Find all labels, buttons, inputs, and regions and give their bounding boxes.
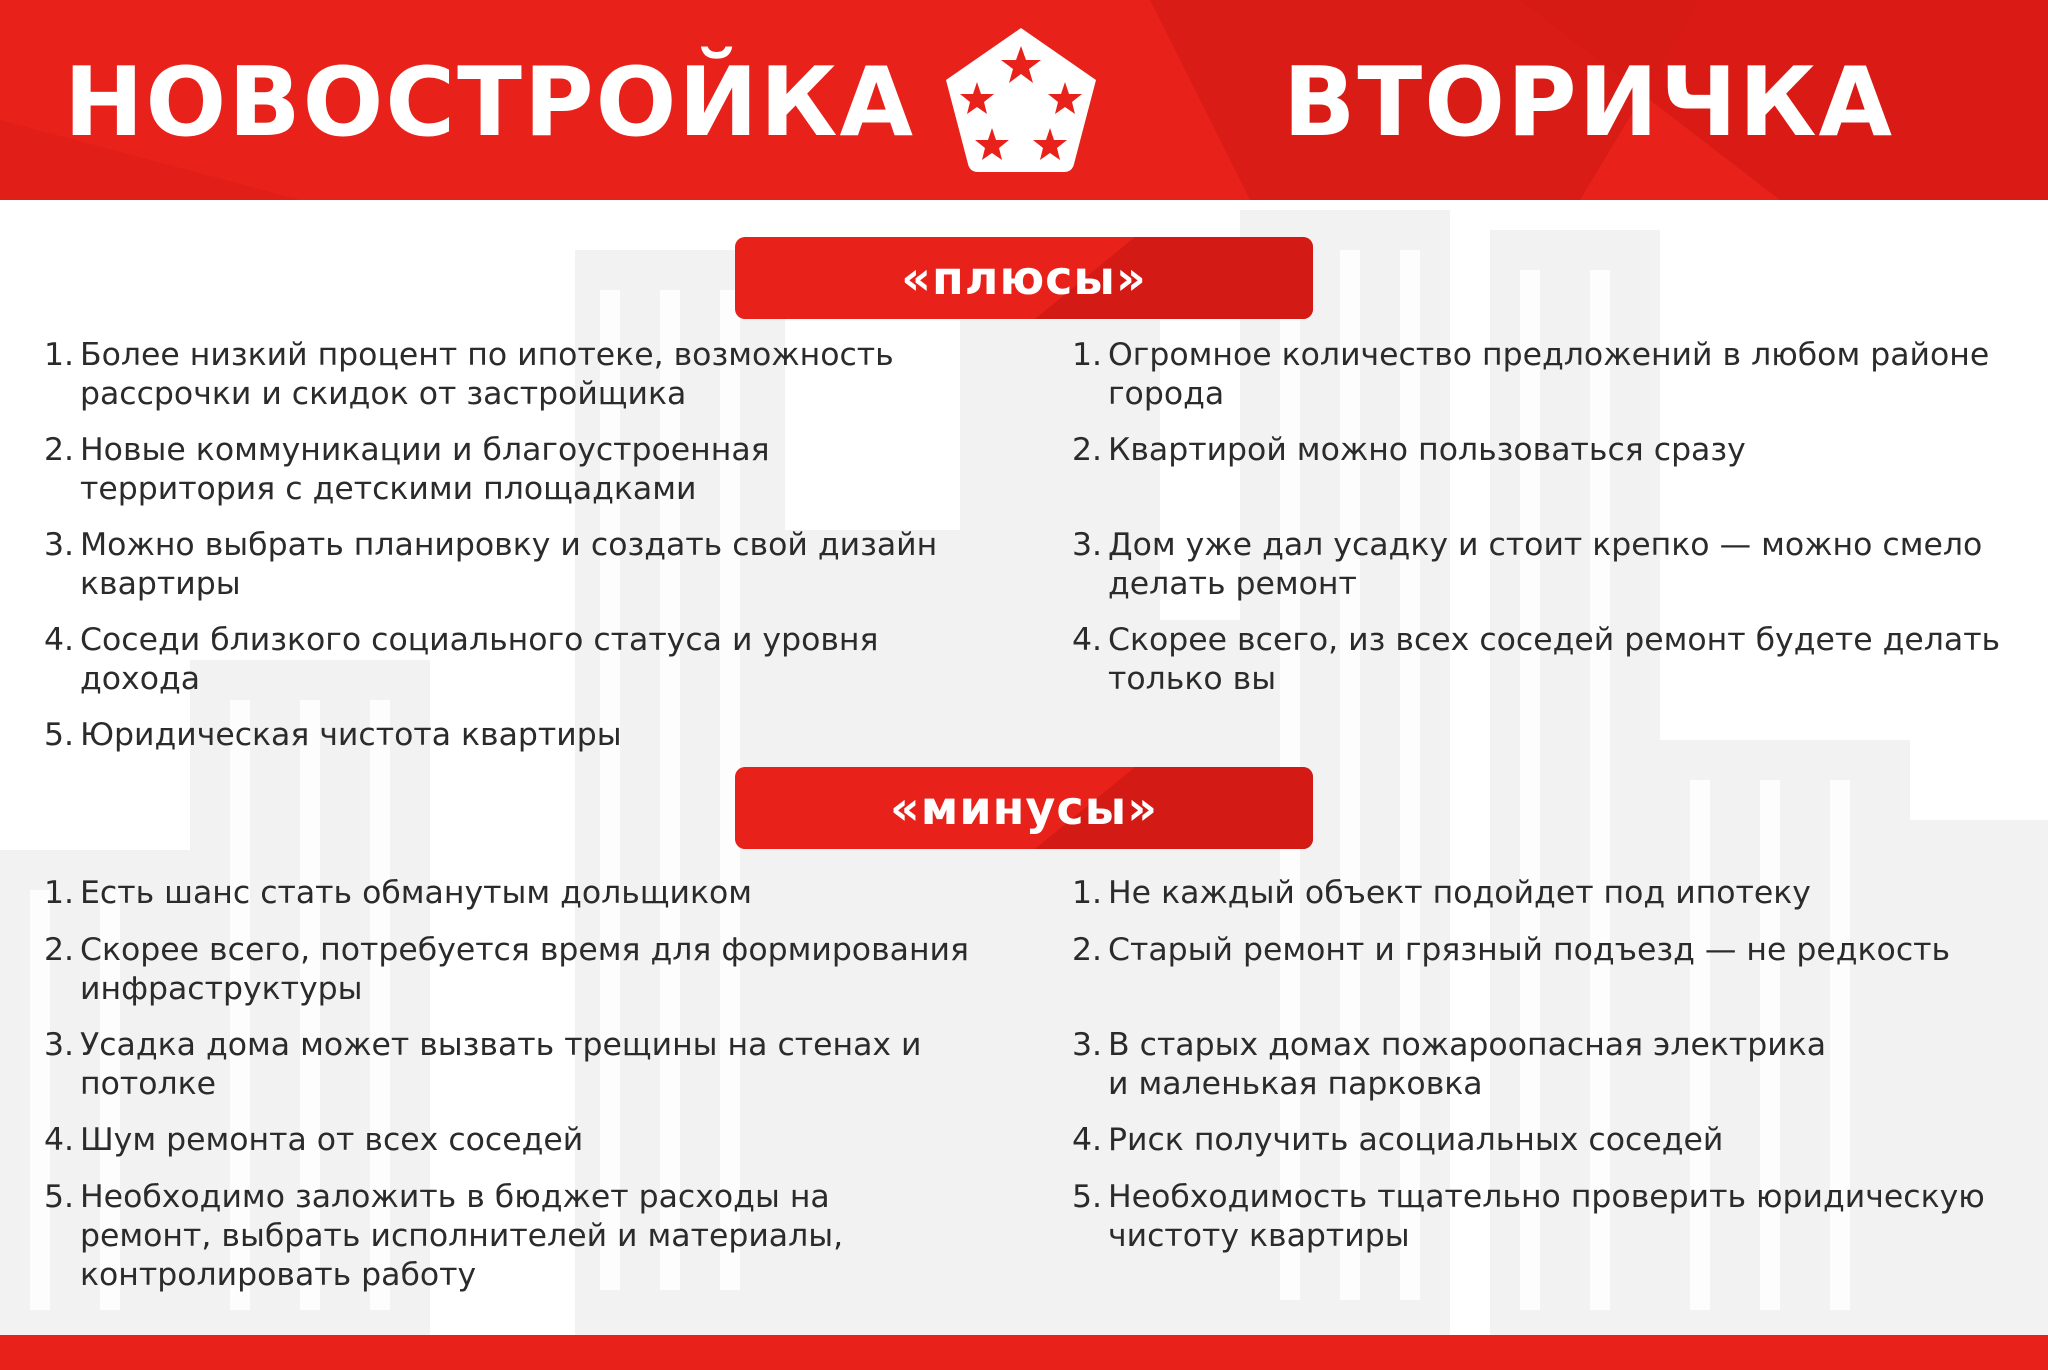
item-number: 2.	[43, 432, 74, 468]
list-item	[1064, 336, 1989, 414]
pentagon-stars-icon	[940, 24, 1102, 176]
resale-pros-list	[1064, 336, 2034, 697]
item-number: 1.	[1071, 875, 1102, 911]
item-line: Старый ремонт и грязный подъезд — не редкость	[1108, 932, 1951, 968]
item-line: рассрочки и скидок от застройщика	[80, 376, 687, 412]
item-line: Можно выбрать планировку и создать свой дизайн	[80, 527, 938, 563]
list-item	[36, 874, 752, 913]
list-item	[36, 1178, 843, 1295]
new-build-title: НОВОСТРОЙКА	[64, 48, 916, 158]
item-line: Юридическая чистота квартиры	[80, 717, 622, 753]
item-line: Риск получить асоциальных соседей	[1108, 1122, 1724, 1158]
item-line: Дом уже дал усадку и стоит крепко — можно смело	[1108, 527, 1983, 563]
list-item	[36, 1026, 922, 1104]
list-item	[1064, 931, 1950, 970]
item-line: контролировать работу	[80, 1257, 477, 1293]
item-line: Усадка дома может вызвать трещины на стенах и	[80, 1027, 922, 1063]
item-line: Есть шанс стать обманутым дольщиком	[80, 875, 753, 911]
item-number: 2.	[1071, 932, 1102, 968]
list-item	[1064, 431, 1746, 470]
item-number: 1.	[1071, 337, 1102, 373]
list-item	[36, 336, 894, 414]
resale-title: ВТОРИЧКА	[1283, 48, 1895, 158]
item-line: города	[1108, 376, 1225, 412]
header-banner	[0, 0, 2048, 200]
item-number: 5.	[43, 717, 74, 753]
item-number: 4.	[1071, 622, 1102, 658]
item-number: 2.	[1071, 432, 1102, 468]
pros-label-banner	[735, 237, 1313, 319]
item-line: Не каждый объект подойдет под ипотеку	[1108, 875, 1811, 911]
list-item	[1064, 874, 1811, 913]
cons-label: «минусы»	[890, 781, 1158, 835]
list-item	[36, 931, 969, 1009]
item-line: Новые коммуникации и благоустроенная	[80, 432, 770, 468]
item-line: Более низкий процент по ипотеке, возможность	[80, 337, 894, 373]
item-line: территория с детскими площадками	[80, 471, 697, 507]
item-number: 4.	[43, 1122, 74, 1158]
pros-label: «плюсы»	[901, 251, 1147, 305]
item-number: 3.	[43, 527, 74, 563]
list-item	[36, 716, 622, 755]
list-item	[1064, 1121, 1723, 1160]
item-number: 2.	[43, 932, 74, 968]
list-item	[36, 431, 770, 509]
item-number: 5.	[1071, 1179, 1102, 1215]
item-line: дохода	[80, 661, 201, 697]
list-item	[1064, 621, 2000, 699]
item-line: Шум ремонта от всех соседей	[80, 1122, 584, 1158]
item-line: квартиры	[80, 566, 241, 602]
item-line: потолке	[80, 1066, 217, 1102]
item-line: Скорее всего, из всех соседей ремонт будете делать	[1108, 622, 2001, 658]
list-item	[1064, 526, 1982, 604]
item-line: Огромное количество предложений в любом районе	[1108, 337, 1990, 373]
item-number: 3.	[43, 1027, 74, 1063]
item-number: 5.	[43, 1179, 74, 1215]
list-item	[36, 1121, 583, 1160]
item-line: Соседи близкого социального статуса и уровня	[80, 622, 879, 658]
item-line: только вы	[1108, 661, 1277, 697]
item-number: 1.	[43, 875, 74, 911]
item-number: 4.	[43, 622, 74, 658]
item-line: ремонт, выбрать исполнителей и материалы,	[80, 1218, 844, 1254]
item-line: и маленькая парковка	[1108, 1066, 1483, 1102]
list-item	[1064, 1026, 1826, 1104]
item-line: чистоту квартиры	[1108, 1218, 1410, 1254]
resale-cons-list	[1064, 874, 2034, 1274]
new-build-cons-list	[36, 874, 1006, 1304]
item-line: Необходимость тщательно проверить юридическую	[1108, 1179, 1985, 1215]
item-line: Необходимо заложить в бюджет расходы на	[80, 1179, 830, 1215]
item-line: Квартирой можно пользоваться сразу	[1108, 432, 1746, 468]
item-number: 4.	[1071, 1122, 1102, 1158]
item-line: В старых домах пожароопасная электрика	[1108, 1027, 1827, 1063]
list-item	[1064, 1178, 1985, 1256]
item-line: инфраструктуры	[80, 971, 363, 1007]
list-item	[36, 526, 937, 604]
item-number: 3.	[1071, 1027, 1102, 1063]
item-line: Скорее всего, потребуется время для формирования	[80, 932, 969, 968]
cons-label-banner	[735, 767, 1313, 849]
item-line: делать ремонт	[1108, 566, 1357, 602]
list-item	[36, 621, 878, 699]
item-number: 1.	[43, 337, 74, 373]
item-number: 3.	[1071, 527, 1102, 563]
new-build-pros-list	[36, 336, 1006, 766]
bottom-bar	[0, 1335, 2048, 1370]
